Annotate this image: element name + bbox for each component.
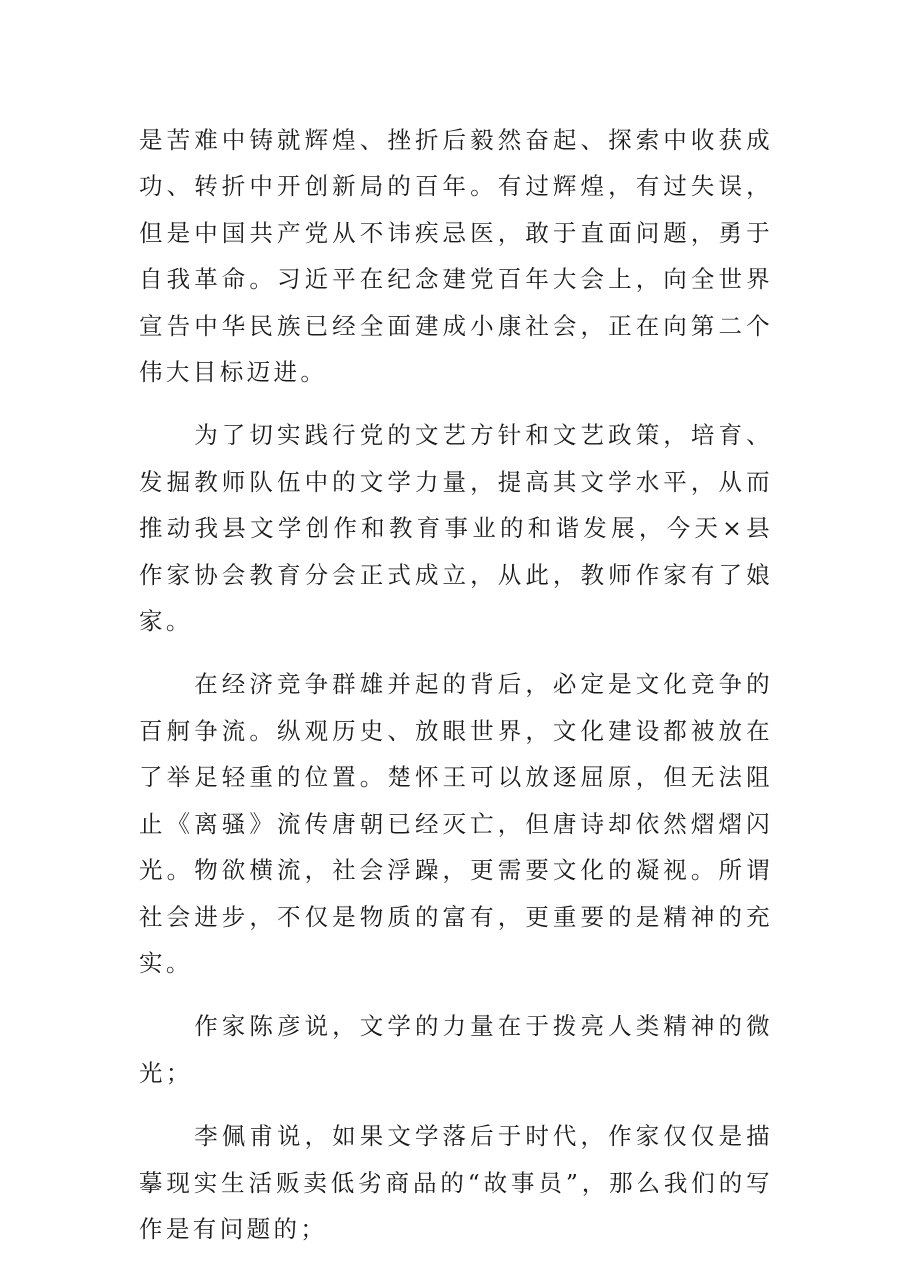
paragraph-4: 作家陈彦说，文学的力量在于拨亮人类精神的微光； [139,1012,773,1087]
paragraph-2: 为了切实践行党的文艺方针和文艺政策，培育、发掘教师队伍中的文学力量，提高其文学水平，从而推动我县文学创作和教育事业的和谐发展，今天×县作家协会教育分会正式成立，从此，教师作家有了娘家。 [139,421,773,636]
paragraph-3: 在经济竞争群雄并起的背后，必定是文化竞争的百舸争流。纵观历史、放眼世界，文化建设都被放在了举足轻重的位置。楚怀王可以放逐屈原，但无法阻止《离骚》流传唐朝已经灭亡，但唐诗却依然熠熠闪光。物欲横流，社会浮躁，更需要文化的凝视。所谓社会进步，不仅是物质的富有，更重要的是精神的充实。 [139,670,773,977]
paragraph-5: 李佩甫说，如果文学落后于时代，作家仅仅是描摹现实生活贩卖低劣商品的“故事员”，那么我们的写作是有问题的； [139,1122,773,1243]
paragraph-1: 是苦难中铸就辉煌、挫折后毅然奋起、探索中收获成功、转折中开创新局的百年。有过辉煌，有过失误，但是中国共产党从不讳疾忌医，敢于直面问题，勇于自我革命。习近平在纪念建党百年大会上，向全世界宣告中华民族已经全面建成小康社会，正在向第二个伟大目标迈进。 [139,126,773,387]
document-body [139,117,773,1252]
